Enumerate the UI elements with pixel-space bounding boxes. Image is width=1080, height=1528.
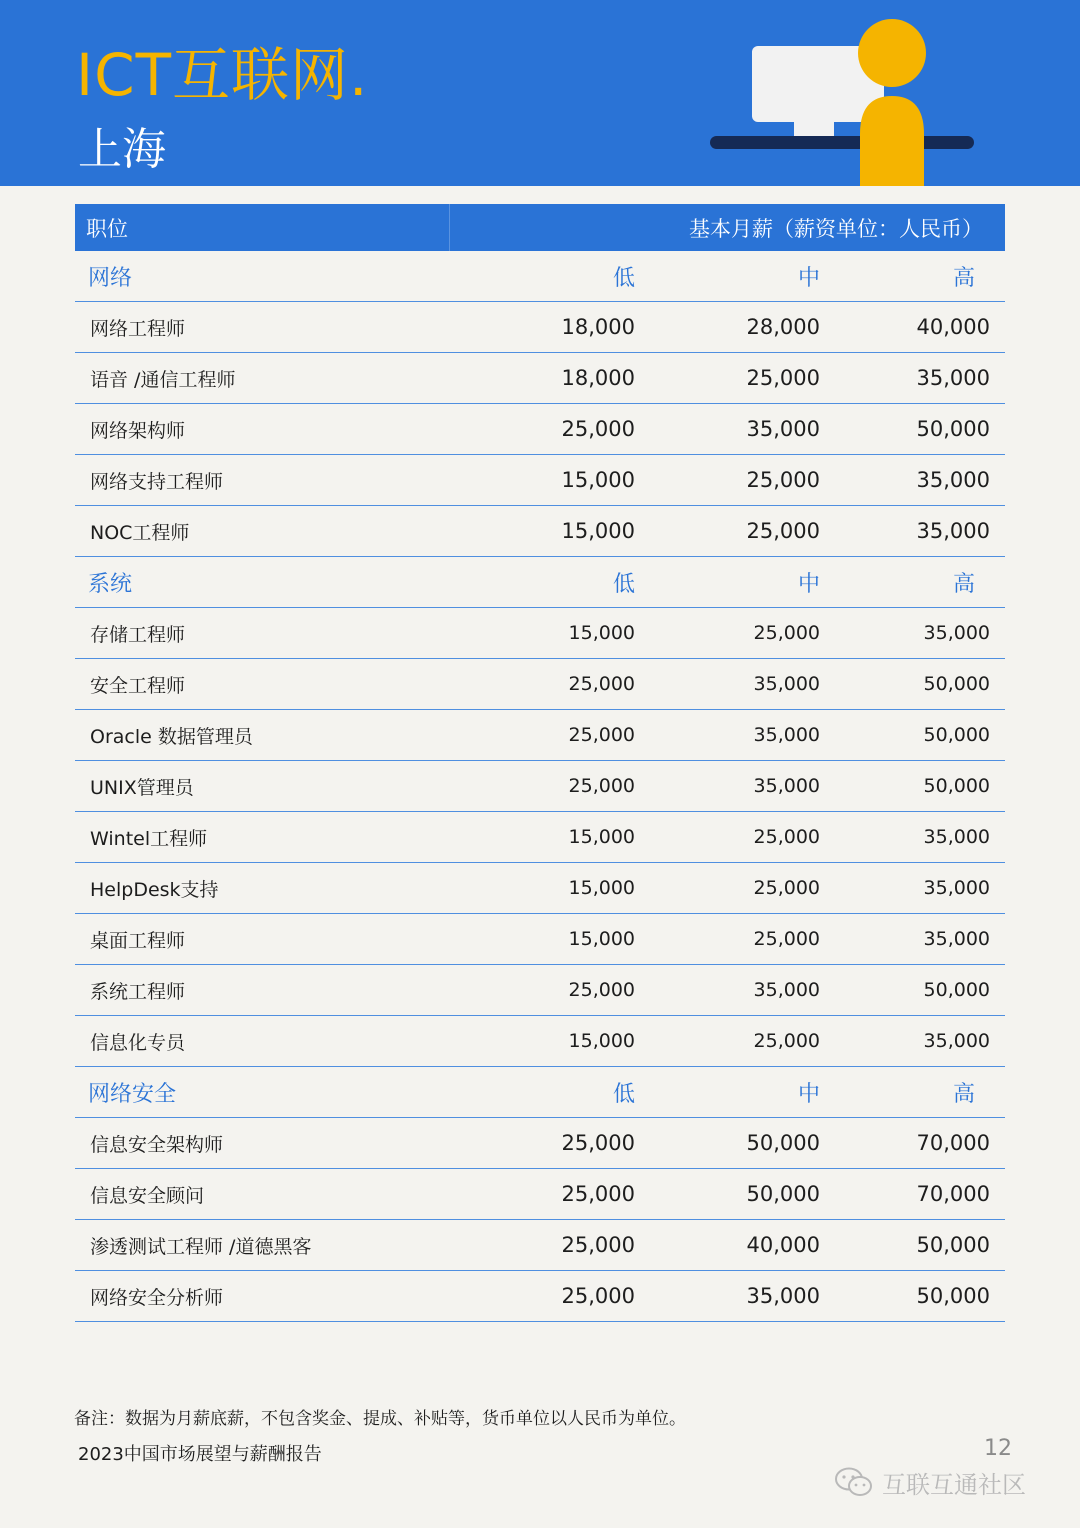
salary-high: 35,000 bbox=[923, 826, 990, 848]
mid-header: 中 bbox=[797, 572, 820, 597]
salary-low: 25,000 bbox=[561, 1233, 635, 1257]
salary-low: 25,000 bbox=[561, 1284, 635, 1308]
salary-mid: 25,000 bbox=[746, 468, 820, 492]
salary-high: 50,000 bbox=[923, 673, 990, 695]
job-title: 网络支持工程师 bbox=[90, 470, 224, 493]
job-title: HelpDesk支持 bbox=[90, 878, 219, 901]
job-title: UNIX管理员 bbox=[90, 776, 194, 799]
salary-mid: 35,000 bbox=[753, 724, 820, 746]
salary-mid: 25,000 bbox=[746, 366, 820, 390]
table-row bbox=[75, 506, 1005, 557]
table-row bbox=[75, 1118, 1005, 1169]
job-title: 安全工程师 bbox=[90, 674, 186, 697]
header-salary: 基本月薪（薪资单位：人民币） bbox=[689, 216, 983, 241]
mid-header: 中 bbox=[797, 1082, 820, 1107]
header-banner bbox=[0, 0, 1080, 186]
table-row bbox=[75, 1271, 1005, 1322]
table-row bbox=[75, 608, 1005, 659]
salary-mid: 35,000 bbox=[753, 979, 820, 1001]
high-header: 高 bbox=[952, 572, 975, 597]
section-header bbox=[75, 1067, 1005, 1118]
salary-high: 50,000 bbox=[923, 979, 990, 1001]
salary-mid: 25,000 bbox=[753, 826, 820, 848]
salary-high: 35,000 bbox=[923, 877, 990, 899]
salary-mid: 40,000 bbox=[746, 1233, 820, 1257]
city-subtitle: 上海 bbox=[78, 124, 166, 175]
salary-high: 50,000 bbox=[916, 1233, 990, 1257]
mid-header: 中 bbox=[797, 266, 820, 291]
salary-low: 15,000 bbox=[568, 928, 635, 950]
table-row bbox=[75, 1169, 1005, 1220]
salary-low: 25,000 bbox=[561, 1131, 635, 1155]
salary-mid: 25,000 bbox=[753, 1030, 820, 1052]
salary-high: 70,000 bbox=[916, 1131, 990, 1155]
watermark bbox=[834, 1464, 1026, 1500]
table-row bbox=[75, 965, 1005, 1016]
salary-low: 25,000 bbox=[561, 417, 635, 441]
salary-high: 50,000 bbox=[923, 724, 990, 746]
salary-low: 25,000 bbox=[568, 979, 635, 1001]
table-row bbox=[75, 710, 1005, 761]
table-row bbox=[75, 761, 1005, 812]
salary-mid: 28,000 bbox=[746, 315, 820, 339]
table-row bbox=[75, 404, 1005, 455]
salary-mid: 35,000 bbox=[753, 673, 820, 695]
job-title: 网络工程师 bbox=[90, 317, 186, 340]
job-title: 渗透测试工程师 /道德黑客 bbox=[90, 1235, 312, 1258]
salary-high: 35,000 bbox=[916, 519, 990, 543]
table-row bbox=[75, 914, 1005, 965]
salary-low: 15,000 bbox=[568, 877, 635, 899]
salary-low: 15,000 bbox=[568, 1030, 635, 1052]
low-header: 低 bbox=[612, 572, 635, 597]
table-row bbox=[75, 659, 1005, 710]
table-body bbox=[75, 251, 1005, 1322]
page-number: 12 bbox=[984, 1436, 1012, 1461]
section-header bbox=[75, 557, 1005, 608]
salary-mid: 35,000 bbox=[746, 417, 820, 441]
job-title: 系统工程师 bbox=[90, 980, 186, 1003]
table-row bbox=[75, 812, 1005, 863]
section-name: 网络 bbox=[88, 266, 133, 291]
table-row bbox=[75, 302, 1005, 353]
salary-high: 35,000 bbox=[916, 366, 990, 390]
wechat-icon bbox=[834, 1466, 874, 1498]
salary-high: 50,000 bbox=[916, 1284, 990, 1308]
salary-mid: 50,000 bbox=[746, 1182, 820, 1206]
high-header: 高 bbox=[952, 1082, 975, 1107]
salary-table bbox=[75, 204, 1005, 1322]
salary-mid: 25,000 bbox=[753, 928, 820, 950]
watermark-text: 互联互通社区 bbox=[882, 1470, 1026, 1499]
footnote: 备注：数据为月薪底薪，不包含奖金、提成、补贴等，货币单位以人民币为单位。 bbox=[74, 1409, 686, 1429]
salary-low: 15,000 bbox=[561, 519, 635, 543]
salary-low: 25,000 bbox=[568, 724, 635, 746]
job-title: 存储工程师 bbox=[90, 623, 186, 646]
table-row bbox=[75, 455, 1005, 506]
job-title: 信息化专员 bbox=[90, 1031, 186, 1054]
salary-low: 15,000 bbox=[568, 826, 635, 848]
salary-high: 50,000 bbox=[923, 775, 990, 797]
low-header: 低 bbox=[612, 266, 635, 291]
salary-low: 25,000 bbox=[568, 775, 635, 797]
salary-high: 35,000 bbox=[923, 928, 990, 950]
salary-low: 15,000 bbox=[568, 622, 635, 644]
salary-high: 35,000 bbox=[916, 468, 990, 492]
header-position: 职位 bbox=[75, 204, 450, 251]
job-title: Wintel工程师 bbox=[90, 827, 208, 850]
job-title: 网络架构师 bbox=[90, 419, 186, 442]
salary-low: 15,000 bbox=[561, 468, 635, 492]
table-row bbox=[75, 1016, 1005, 1067]
page-title: ICT互联网. bbox=[76, 41, 369, 109]
job-title: Oracle 数据管理员 bbox=[90, 725, 253, 748]
salary-high: 35,000 bbox=[923, 622, 990, 644]
salary-mid: 25,000 bbox=[746, 519, 820, 543]
salary-low: 25,000 bbox=[568, 673, 635, 695]
section-header bbox=[75, 251, 1005, 302]
salary-low: 18,000 bbox=[561, 315, 635, 339]
salary-mid: 35,000 bbox=[753, 775, 820, 797]
salary-mid: 25,000 bbox=[753, 877, 820, 899]
job-title: 信息安全顾问 bbox=[90, 1184, 205, 1207]
salary-mid: 35,000 bbox=[746, 1284, 820, 1308]
salary-high: 40,000 bbox=[916, 315, 990, 339]
salary-low: 18,000 bbox=[561, 366, 635, 390]
low-header: 低 bbox=[612, 1082, 635, 1107]
high-header: 高 bbox=[952, 266, 975, 291]
salary-high: 35,000 bbox=[923, 1030, 990, 1052]
job-title: 桌面工程师 bbox=[90, 929, 186, 952]
job-title: 语音 /通信工程师 bbox=[90, 368, 236, 391]
salary-high: 50,000 bbox=[916, 417, 990, 441]
table-row bbox=[75, 353, 1005, 404]
salary-mid: 25,000 bbox=[753, 622, 820, 644]
table-row bbox=[75, 1220, 1005, 1271]
table-header bbox=[75, 204, 1005, 251]
section-name: 系统 bbox=[88, 572, 133, 597]
salary-mid: 50,000 bbox=[746, 1131, 820, 1155]
person-at-computer-icon bbox=[700, 10, 1000, 186]
job-title: NOC工程师 bbox=[90, 521, 190, 544]
report-title: 2023中国市场展望与薪酬报告 bbox=[78, 1444, 322, 1465]
salary-high: 70,000 bbox=[916, 1182, 990, 1206]
job-title: 网络安全分析师 bbox=[90, 1286, 224, 1309]
job-title: 信息安全架构师 bbox=[90, 1133, 224, 1156]
section-name: 网络安全 bbox=[88, 1082, 177, 1107]
salary-low: 25,000 bbox=[561, 1182, 635, 1206]
table-row bbox=[75, 863, 1005, 914]
